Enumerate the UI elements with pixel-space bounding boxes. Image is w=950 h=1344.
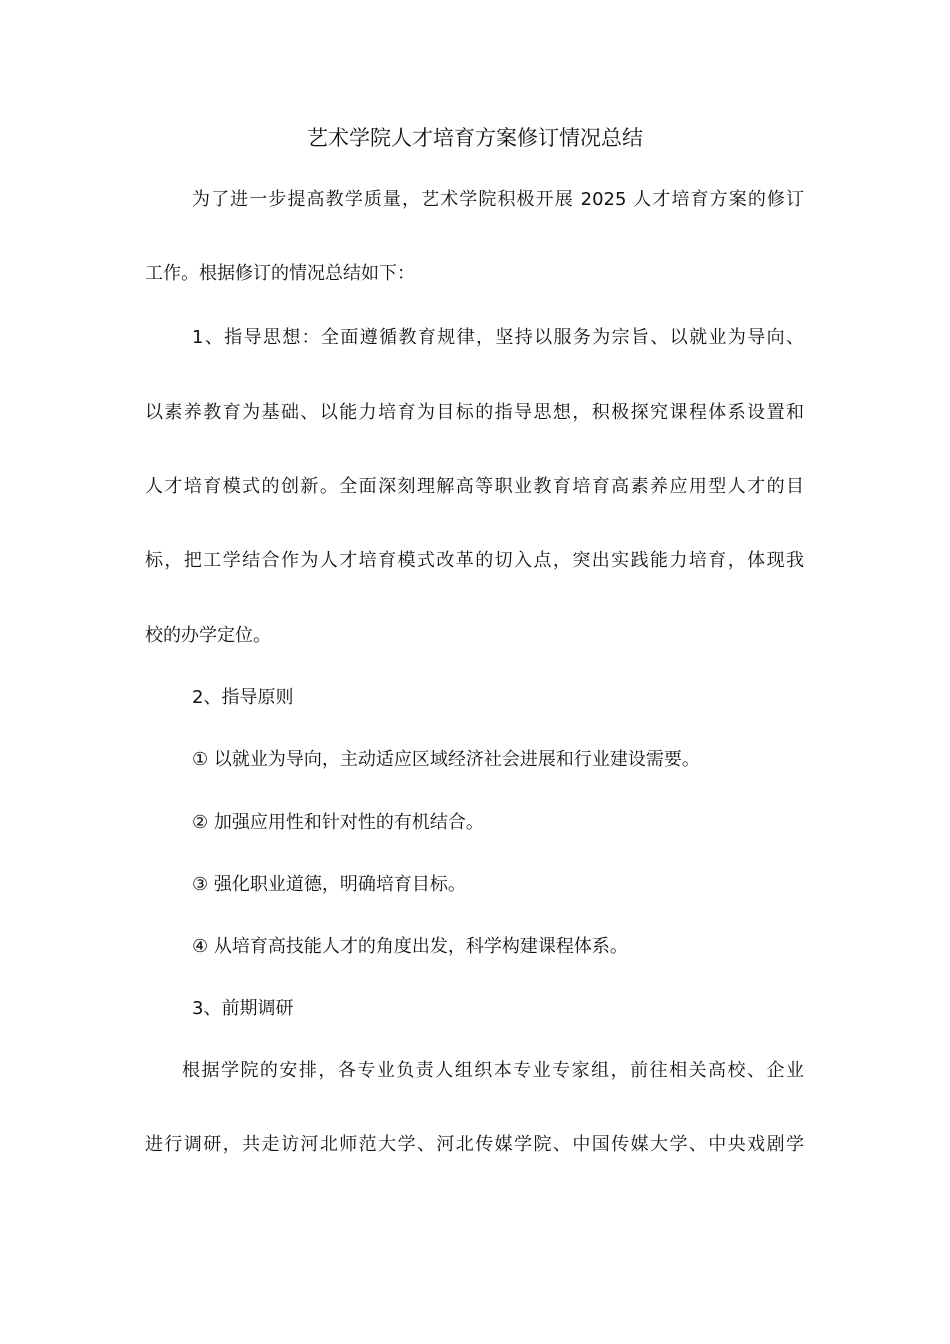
- section-3-line-1: 根据学院的安排，各专业负责人组织本专业专家组，前往相关高校、企业: [182, 1060, 804, 1081]
- principle-item-1: ① 以就业为导向，主动适应区域经济社会进展和行业建设需要。: [192, 749, 700, 770]
- section-1-line-2: 以素养教育为基础、以能力培育为目标的指导思想，积极探究课程体系设置和: [145, 402, 804, 423]
- section-3-heading: 3、前期调研: [192, 998, 294, 1019]
- document-title: 艺术学院人才培育方案修订情况总结: [307, 126, 643, 150]
- principle-item-3: ③ 强化职业道德，明确培育目标。: [192, 874, 466, 895]
- section-1-line-4: 标，把工学结合作为人才培育模式改革的切入点，突出实践能力培育，体现我: [145, 550, 804, 571]
- principle-item-4: ④ 从培育高技能人才的角度出发，科学构建课程体系。: [192, 936, 628, 957]
- paragraph-intro-line-2: 工作。根据修订的情况总结如下：: [145, 263, 415, 284]
- section-3-line-2: 进行调研，共走访河北师范大学、河北传媒学院、中国传媒大学、中央戏剧学: [145, 1134, 804, 1155]
- paragraph-intro-line-1: 为了进一步提高教学质量，艺术学院积极开展 2025 人才培育方案的修订: [192, 189, 804, 210]
- section-2-heading: 2、指导原则: [192, 687, 294, 708]
- section-1-line-1: 1、指导思想：全面遵循教育规律，坚持以服务为宗旨、以就业为导向、: [192, 327, 804, 348]
- section-1-line-5: 校的办学定位。: [145, 625, 271, 646]
- section-1-line-3: 人才培育模式的创新。全面深刻理解高等职业教育培育高素养应用型人才的目: [145, 476, 804, 497]
- principle-item-2: ② 加强应用性和针对性的有机结合。: [192, 812, 484, 833]
